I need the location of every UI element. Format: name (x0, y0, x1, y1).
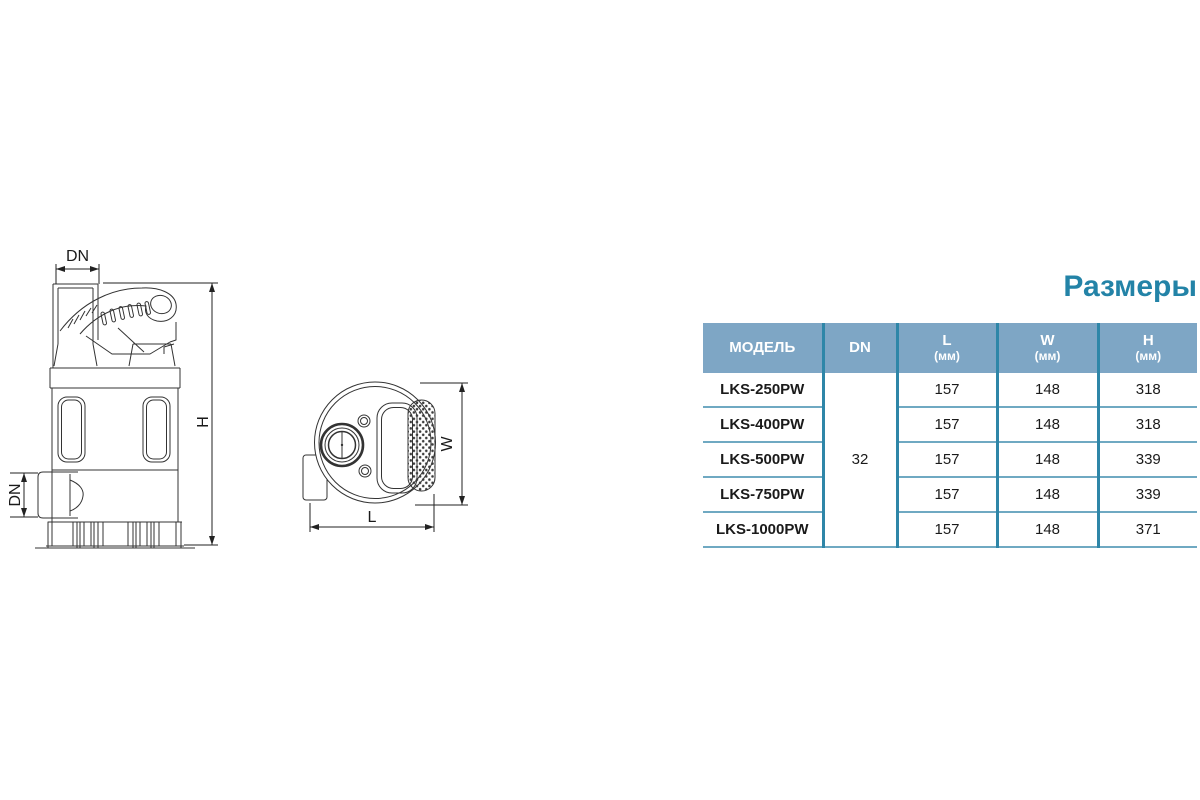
model-cell: LKS-250PW (703, 373, 823, 407)
table-header-row (703, 323, 1197, 373)
page-title: Размеры (1063, 270, 1197, 303)
dn-top-dimension-label: DN (65, 248, 90, 265)
top-housing (86, 322, 176, 354)
table-row (703, 407, 1197, 442)
model-cell: LKS-400PW (703, 407, 823, 442)
w-dimension-label: W (439, 436, 456, 452)
dimensions-table (703, 323, 1197, 548)
table-row (703, 442, 1197, 477)
w-cell: 148 (997, 477, 1098, 512)
w-cell: 148 (997, 407, 1098, 442)
col-header-w-letter: W (1040, 332, 1055, 350)
table-row (703, 373, 1197, 407)
col-header-dn: DN (823, 323, 897, 373)
l-cell: 157 (897, 512, 997, 547)
w-cell: 148 (997, 442, 1098, 477)
dn-side-dimension-label: DN (7, 483, 24, 507)
body-vent-slots (58, 397, 170, 462)
carry-handle (60, 288, 176, 334)
model-cell: LKS-750PW (703, 477, 823, 512)
col-header-w-unit: (мм) (1034, 348, 1061, 363)
outlet-port (321, 424, 363, 466)
h-cell: 318 (1098, 373, 1197, 407)
l-cell: 157 (897, 442, 997, 477)
l-dimension-label: L (367, 509, 377, 526)
pump-body (48, 388, 182, 522)
dn-value-cell: 32 (823, 373, 897, 547)
w-cell: 148 (997, 373, 1098, 407)
col-header-h (1098, 323, 1197, 373)
col-header-w (997, 323, 1098, 373)
flange-band (50, 368, 180, 388)
col-header-l-letter: L (942, 332, 952, 350)
h-dimension-label: H (195, 416, 212, 428)
col-header-h-letter: H (1142, 332, 1154, 350)
l-cell: 157 (897, 373, 997, 407)
l-cell: 157 (897, 407, 997, 442)
base-feet (35, 522, 195, 548)
h-cell: 318 (1098, 407, 1197, 442)
table-row (703, 477, 1197, 512)
table-row (703, 512, 1197, 547)
pump-top-view-drawing (280, 370, 500, 545)
col-header-l-unit: (мм) (934, 348, 960, 363)
l-cell: 157 (897, 477, 997, 512)
h-cell: 339 (1098, 442, 1197, 477)
side-outlet (38, 472, 78, 518)
pump-side-outline (35, 284, 195, 548)
handle-vent-slots (101, 301, 151, 325)
pump-side-view-drawing (0, 240, 240, 570)
w-cell: 148 (997, 512, 1098, 547)
outlet-pipe (53, 284, 98, 368)
model-cell: LKS-1000PW (703, 512, 823, 547)
col-header-l (897, 323, 997, 373)
perforated-grate (408, 400, 435, 491)
dimension-lines (10, 264, 218, 545)
col-header-model: МОДЕЛЬ (703, 323, 823, 373)
h-cell: 371 (1098, 512, 1197, 547)
pump-top-outline (303, 382, 436, 503)
col-header-h-unit: (мм) (1135, 348, 1162, 363)
h-cell: 339 (1098, 477, 1197, 512)
model-cell: LKS-500PW (703, 442, 823, 477)
